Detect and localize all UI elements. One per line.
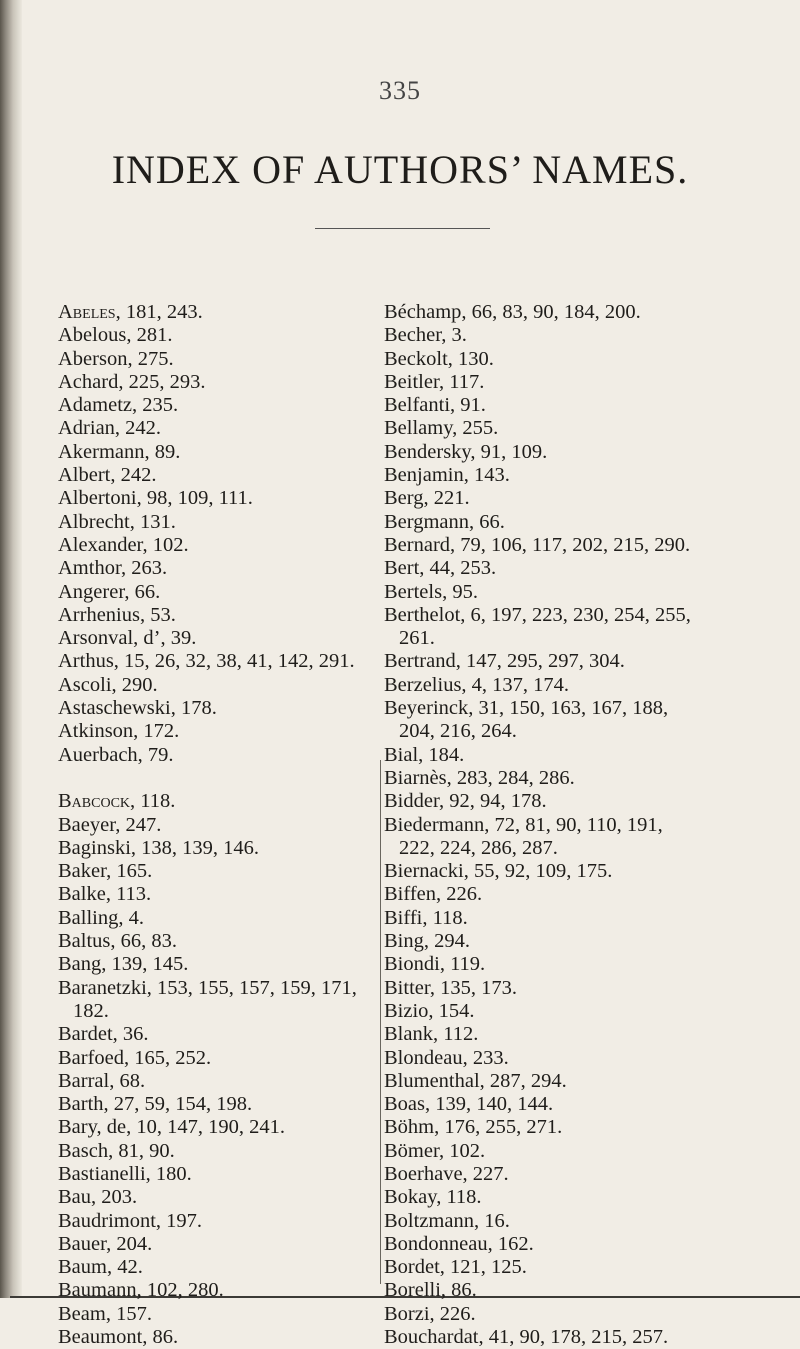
index-entry: Biffi, 118. xyxy=(384,906,468,929)
index-entry: Bardet, 36. xyxy=(58,1023,149,1046)
index-entry: Albertoni, 98, 109, 111. xyxy=(58,487,253,510)
index-entry: Beyerinck, 31, 150, 163, 167, 188, xyxy=(384,697,669,720)
index-entry-continuation: 182. xyxy=(73,999,109,1022)
index-entry: Albert, 242. xyxy=(58,464,157,487)
index-entry: Bertels, 95. xyxy=(384,580,478,603)
index-entry: Arthus, 15, 26, 32, 38, 41, 142, 291. xyxy=(58,650,355,673)
index-entry: Béchamp, 66, 83, 90, 184, 200. xyxy=(384,301,641,323)
index-entry: Berg, 221. xyxy=(384,487,470,510)
index-entry: Adametz, 235. xyxy=(58,394,179,417)
index-entry: Blumenthal, 287, 294. xyxy=(384,1069,567,1092)
index-entry: Bertrand, 147, 295, 297, 304. xyxy=(384,650,625,673)
index-entry: Bondonneau, 162. xyxy=(384,1232,534,1255)
index-entry: Blondeau, 233. xyxy=(384,1046,509,1069)
index-entry: Bing, 294. xyxy=(384,930,470,953)
index-entry: Biedermann, 72, 81, 90, 110, 191, xyxy=(384,813,663,836)
index-entry: Bastianelli, 180. xyxy=(58,1162,192,1185)
index-entry: Beam, 157. xyxy=(58,1302,152,1325)
index-entry: Barfoed, 165, 252. xyxy=(58,1046,212,1069)
index-entry: Beaumont, 86. xyxy=(58,1326,179,1349)
index-entry: Abelous, 281. xyxy=(58,324,173,347)
index-entry: Belfanti, 91. xyxy=(384,394,486,417)
index-entry: Bouchardat, 41, 90, 178, 215, 257. xyxy=(384,1326,669,1349)
index-entry: Babcock, 118. xyxy=(58,790,176,813)
index-entry: Boerhave, 227. xyxy=(384,1162,509,1185)
title-rule xyxy=(315,228,490,229)
index-entry: Benjamin, 143. xyxy=(384,464,510,487)
index-entry: Bömer, 102. xyxy=(384,1139,486,1162)
index-entry: Auerbach, 79. xyxy=(58,743,174,766)
index-entry: Baeyer, 247. xyxy=(58,813,162,836)
index-entry: Akermann, 89. xyxy=(58,440,181,463)
index-entry: Bellamy, 255. xyxy=(384,417,499,440)
index-entry: Boltzmann, 16. xyxy=(384,1209,510,1232)
binding-gutter xyxy=(0,0,22,1298)
index-entry: Albrecht, 131. xyxy=(58,510,176,533)
index-entry: Astaschewski, 178. xyxy=(58,697,217,720)
index-entry: Bernard, 79, 106, 117, 202, 215, 290. xyxy=(384,533,691,556)
index-entry: Bendersky, 91, 109. xyxy=(384,440,548,463)
index-entry: Arrhenius, 53. xyxy=(58,603,176,626)
index-entry: Bang, 139, 145. xyxy=(58,953,189,976)
index-entry: Bau, 203. xyxy=(58,1186,138,1209)
index-entry: Becher, 3. xyxy=(384,324,467,347)
index-entry: Angerer, 66. xyxy=(58,580,161,603)
index-entry-continuation: 261. xyxy=(399,627,435,650)
index-entry: Bokay, 118. xyxy=(384,1186,482,1209)
index-entry: Böhm, 176, 255, 271. xyxy=(384,1116,563,1139)
index-entry: Berthelot, 6, 197, 223, 230, 254, 255, xyxy=(384,603,691,626)
index-entry: Borelli, 86. xyxy=(384,1279,477,1302)
column-divider xyxy=(380,760,381,1284)
index-entry: Biffen, 226. xyxy=(384,883,483,906)
index-entry: Baudrimont, 197. xyxy=(58,1209,203,1232)
index-entry: Beitler, 117. xyxy=(384,370,485,393)
index-entry: Beckolt, 130. xyxy=(384,347,494,370)
index-entry-headword: Abeles xyxy=(58,301,116,323)
index-entry: Bauer, 204. xyxy=(58,1232,153,1255)
index-entry: Abeles, 181, 243. xyxy=(58,301,203,323)
index-entry: Baker, 165. xyxy=(58,860,153,883)
index-entry: Borzi, 226. xyxy=(384,1302,476,1325)
index-entry: Biarnès, 283, 284, 286. xyxy=(384,766,575,789)
index-entry: Baltus, 66, 83. xyxy=(58,930,178,953)
index-entry: Berzelius, 4, 137, 174. xyxy=(384,673,570,696)
index-entry: Arsonval, d’, 39. xyxy=(58,627,197,650)
index-entry: Biondi, 119. xyxy=(384,953,486,976)
index-entry: Baginski, 138, 139, 146. xyxy=(58,836,260,859)
index-entry: Boas, 139, 140, 144. xyxy=(384,1093,554,1116)
page-title: INDEX OF AUTHORS’ NAMES. xyxy=(111,147,689,192)
index-entry: Bary, de, 10, 147, 190, 241. xyxy=(58,1116,285,1139)
index-entry: Amthor, 263. xyxy=(58,557,168,580)
index-entry: Adrian, 242. xyxy=(58,417,162,440)
index-entry: Atkinson, 172. xyxy=(58,720,180,743)
index-entry: Balke, 113. xyxy=(58,883,152,906)
index-entry: Biernacki, 55, 92, 109, 175. xyxy=(384,860,613,883)
index-entry: Balling, 4. xyxy=(58,906,144,929)
index-entry: Barral, 68. xyxy=(58,1069,146,1092)
index-entry: Bial, 184. xyxy=(384,743,465,766)
index-column-left xyxy=(58,301,376,1349)
page-number: 335 xyxy=(379,76,421,105)
index-entry: Blank, 112. xyxy=(384,1023,479,1046)
index-entry: Bert, 44, 253. xyxy=(384,557,497,580)
index-entry: Baum, 42. xyxy=(58,1256,143,1279)
index-entry: Baumann, 102, 280. xyxy=(58,1279,224,1302)
index-entry-continuation: 222, 224, 286, 287. xyxy=(399,836,558,859)
index-entry: Achard, 225, 293. xyxy=(58,370,206,393)
index-entry: Alexander, 102. xyxy=(58,533,189,556)
index-entry: Ascoli, 290. xyxy=(58,673,158,696)
index-entry: Bizio, 154. xyxy=(384,999,475,1022)
index-entry-continuation: 204, 216, 264. xyxy=(399,720,517,743)
index-entry: Bidder, 92, 94, 178. xyxy=(384,790,547,813)
index-entry: Barth, 27, 59, 154, 198. xyxy=(58,1093,253,1116)
index-entry-headword: Babcock xyxy=(58,790,131,813)
index-entry: Bordet, 121, 125. xyxy=(384,1256,527,1279)
index-column-right xyxy=(384,301,784,1349)
index-entry: Baranetzki, 153, 155, 157, 159, 171, xyxy=(58,976,357,999)
index-entry: Basch, 81, 90. xyxy=(58,1139,175,1162)
index-entry: Bitter, 135, 173. xyxy=(384,976,517,999)
index-entry: Aberson, 275. xyxy=(58,347,174,370)
index-entry: Bergmann, 66. xyxy=(384,510,505,533)
index-section-gap xyxy=(58,767,376,790)
